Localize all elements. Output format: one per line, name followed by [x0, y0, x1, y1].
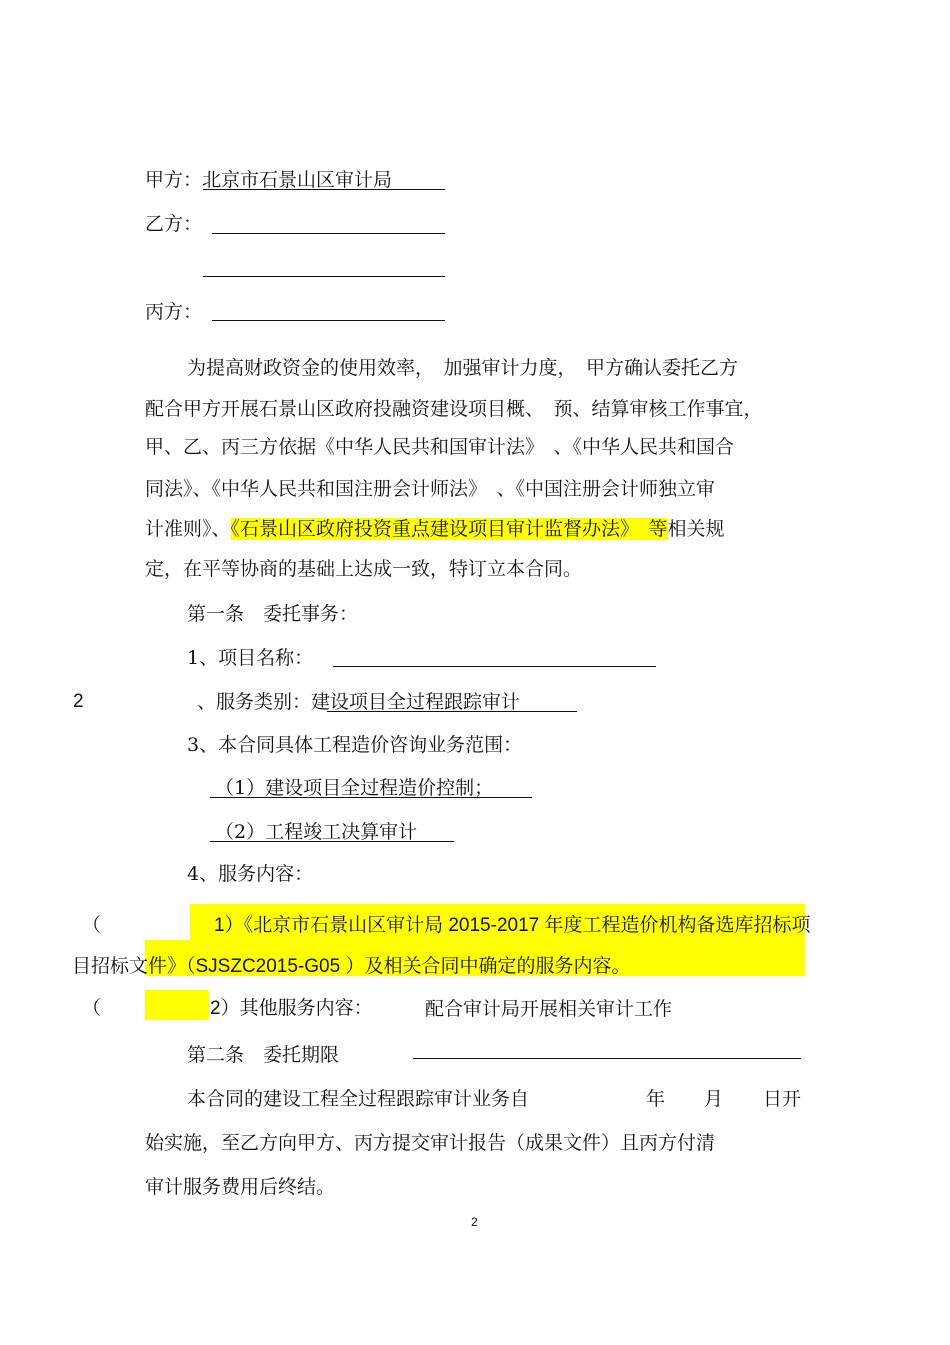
article-2-text-3: 审计服务费用后终结。 [145, 1176, 336, 1198]
scope-item-2-underline [210, 841, 454, 842]
content-1-line-1: 1）《北京市石景山区审计局 2015-2017 年度工程造价机构备选库招标项 [214, 915, 811, 936]
content-1-paren: （ [82, 915, 102, 936]
party-b-label: 乙方： [145, 213, 203, 235]
article-2-text-2: 始实施，至乙方向甲方、丙方提交审计报告（成果文件）且丙方付清 [145, 1132, 716, 1154]
intro-line-5 [145, 517, 725, 541]
highlight-block-small [145, 990, 209, 1020]
item-4-label: 4、服务内容： [187, 863, 314, 885]
party-a-label: 甲方： [145, 169, 203, 191]
article-1-heading: 第一条 委托事务： [187, 603, 359, 625]
scope-item-1: （1）建设项目全过程造价控制； [215, 777, 494, 799]
regulation-highlight: 《石景山区政府投资重点建设项目审计监督办法》 等 [230, 518, 668, 540]
content-2-value: 配合审计局开展相关审计工作 [425, 998, 673, 1020]
project-name-blank [333, 666, 656, 667]
service-type-underline [327, 711, 577, 712]
day-start-label: 日开 [763, 1088, 802, 1110]
intro-line-3: 甲、乙、丙三方依据《中华人民共和国审计法》 、《中华人民共和国合 [145, 436, 735, 458]
intro-line-6: 定，在平等协商的基础上达成一致，特订立本合同。 [145, 558, 583, 580]
content-2-label: 2）其他服务内容： [210, 998, 373, 1019]
party-a-underline [203, 189, 445, 190]
scope-item-1-underline [210, 797, 532, 798]
intro-line-4: 同法》、《中华人民共和国注册会计师法》 、《中国注册会计师独立审 [145, 478, 716, 500]
content-2-paren: （ [82, 998, 102, 1019]
item-1-label: 1、项目名称： [187, 647, 314, 669]
party-c-blank [212, 320, 445, 321]
intro-line-5-pre: 计准则》、 [145, 518, 231, 540]
party-c-label: 丙方： [145, 301, 203, 323]
intro-line-1: 为提高财政资金的使用效率， 加强审计力度， 甲方确认委托乙方 [187, 357, 739, 379]
intro-line-5-post: 相关规 [667, 518, 725, 540]
item-2-label: 、服务类别： [197, 691, 312, 713]
article-2-heading: 第二条 委托期限 [187, 1044, 340, 1066]
item-2-number: 2 [73, 691, 84, 712]
year-label: 年 [646, 1088, 666, 1110]
party-b-blank-1 [212, 233, 445, 234]
intro-line-2: 配合甲方开展石景山区政府投融资建设项目概、 预、结算审核工作事宜， [145, 398, 763, 420]
month-label: 月 [704, 1088, 724, 1110]
party-a-name: 北京市石景山区审计局 [202, 169, 393, 191]
service-type-value: 建设项目全过程跟踪审计 [311, 691, 521, 713]
item-3-label: 3、本合同具体工程造价咨询业务范围： [187, 734, 523, 756]
term-blank [413, 1058, 801, 1059]
article-2-text-1: 本合同的建设工程全过程跟踪审计业务自 [187, 1088, 530, 1110]
page-number: 2 [471, 1215, 478, 1229]
content-1-line-2: 目招标文件》（SJSZC2015-G05 ）及相关合同中确定的服务内容。 [72, 956, 631, 977]
party-b-blank-2 [203, 276, 445, 277]
scope-item-2: （2）工程竣工决算审计 [215, 821, 418, 843]
